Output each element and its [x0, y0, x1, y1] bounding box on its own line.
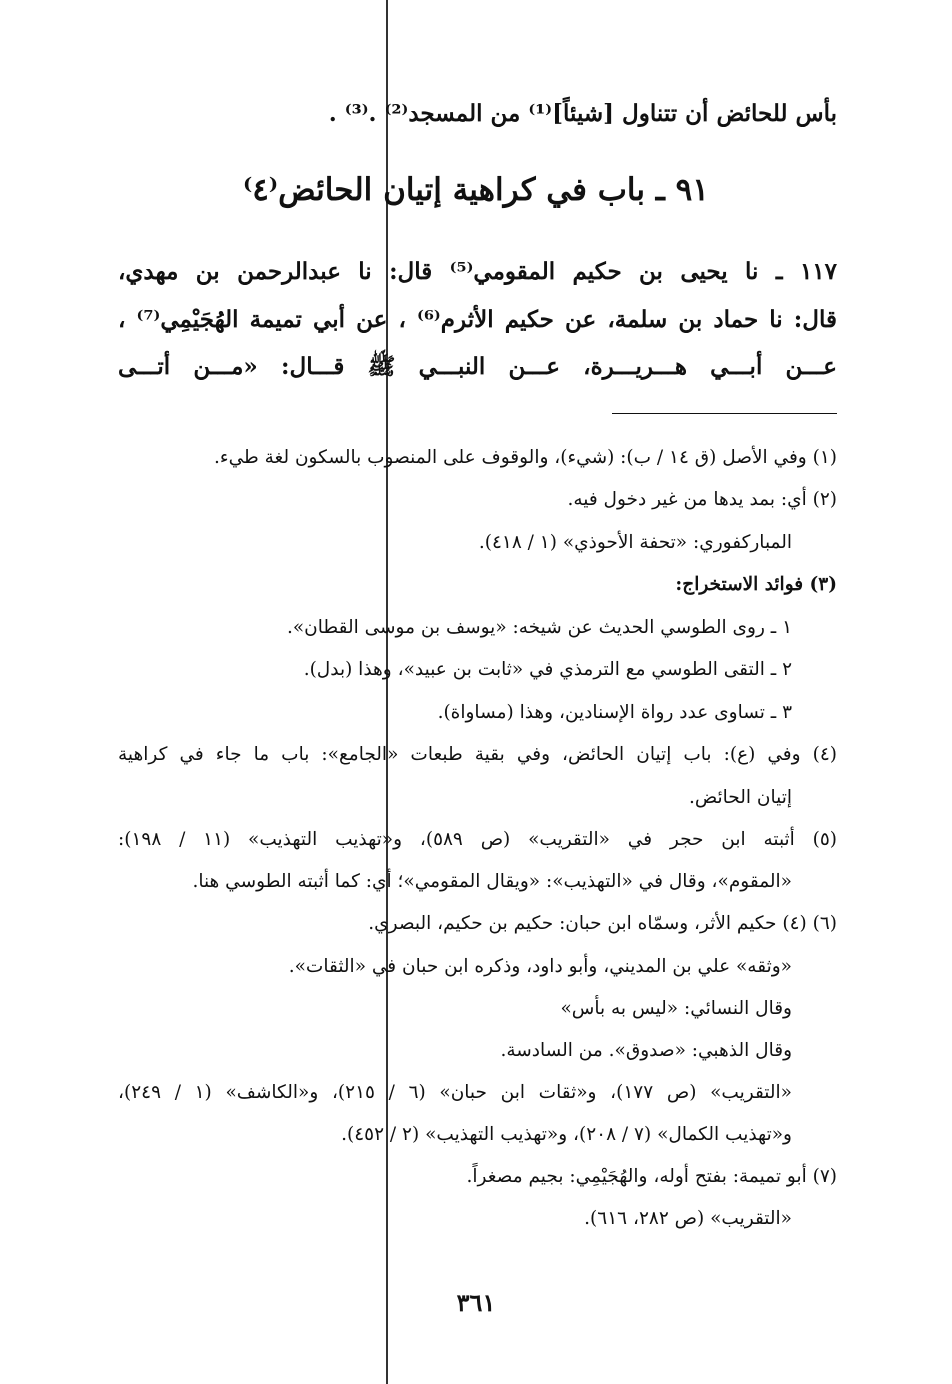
- footnote-6-line-4: وقال الذهبي: «صدوق». من السادسة.: [500, 1040, 792, 1061]
- page-number: ٣٦١: [456, 1288, 496, 1317]
- body-line-3: قال: نا حماد بن سلمة، عن حكيم الأثرم⁽⁶⁾ ، عن أبي تميمة الهُجَيْمِي⁽⁷⁾ ،: [118, 306, 837, 333]
- footnote-7-cont: «التقريب» (ص ٢٨٢، ٦١٦).: [584, 1208, 792, 1229]
- footnote-4-cont: إتيان الحائض.: [688, 787, 792, 808]
- footnote-4: (٤) وفي (ع): باب إتيان الحائض، وفي بقية طبعات «الجامع»: باب ما جاء في كراهية: [118, 744, 837, 765]
- chapter-heading: ٩١ ـ باب في كراهية إتيان الحائض⁽٤⁾: [243, 172, 709, 208]
- footnote-3: (٣) فوائد الاستخراج:: [675, 574, 837, 595]
- footnote-3-item-1: ١ ـ روى الطوسي الحديث عن شيخه: «يوسف بن موسى القطان».: [286, 617, 792, 638]
- footnote-1: (١) وفي الأصل (ق ١٤ / ب): (شيء)، والوقوف على المنصوب بالسكون لغة طيء.: [214, 447, 837, 468]
- footnote-2-cont: المباركفوري: «تحفة الأحوذي» (١ / ٤١٨).: [478, 532, 792, 553]
- footnote-separator: [612, 413, 837, 414]
- footnote-6-line-3: وقال النسائي: «ليس به بأس»: [560, 998, 792, 1019]
- footnote-3-item-2: ٢ ـ التقى الطوسي مع الترمذي في «ثابت بن عبيد»، وهذا (بدل).: [303, 659, 792, 680]
- footnote-5-cont: «المقوم»، وقال في «التهذيب»: «ويقال المقومي»؛ أي: كما أثبته الطوسي هنا.: [192, 871, 792, 892]
- footnote-5: (٥) أثبته ابن حجر في «التقريب» (ص ٥٨٩)، و«تهذيب التهذيب» (١١ / ١٩٨):: [118, 829, 838, 850]
- footnote-6-line-5: «التقريب» (ص ١٧٧)، و«ثقات ابن حبان» (٦ / ٢١٥)، و«الكاشف» (١ / ٢٤٩)،: [118, 1082, 792, 1103]
- body-line-4: عـــن أبـــي هـــريـــرة، عـــن النبـــي ﷺ قـــال: «مـــن أتـــى: [118, 353, 837, 380]
- footnote-6: (٦) (٤) حكيم الأثر، وسمّاه ابن حبان: حكيم بن حكيم، البصري.: [368, 913, 837, 934]
- footnote-6-line-6: و«تهذيب الكمال» (٧ / ٢٠٨)، و«تهذيب التهذيب» (٢ / ٤٥٢).: [341, 1124, 792, 1145]
- footnote-2: (٢) أي: بمد يدها من غير دخول فيه.: [567, 489, 837, 510]
- body-line-1: بأس للحائض أن تتناول [شيئاً]⁽¹⁾ من المسجد⁽²⁾ .⁽³⁾ .: [328, 100, 837, 127]
- footnote-7: (٧) أبو تميمة: بفتح أوله، والهُجَيْمِي: بجيم مصغراً.: [466, 1166, 837, 1187]
- footnote-6-line-2: «وثقه» علي بن المديني، وأبو داود، وذكره ابن حبان في «الثقات».: [288, 956, 792, 977]
- footnote-3-item-3: ٣ ـ تساوى عدد رواة الإسنادين، وهذا (مساواة).: [437, 702, 792, 723]
- body-line-2: ١١٧ ـ نا يحيى بن حكيم المقومي⁽⁵⁾ قال: نا عبدالرحمن بن مهدي،: [118, 258, 837, 285]
